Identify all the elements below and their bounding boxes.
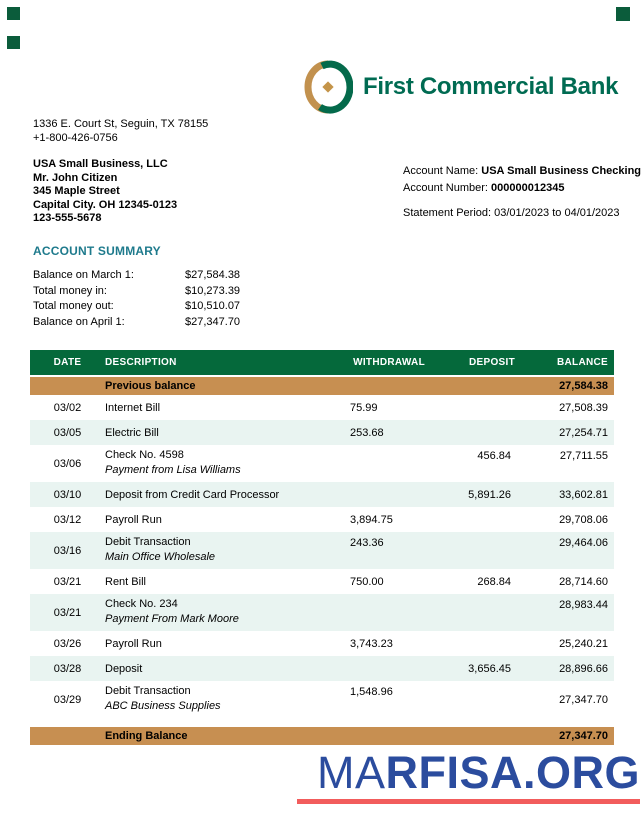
previous-balance-row: [30, 377, 614, 395]
watermark-text-light: MA: [316, 747, 386, 798]
cell-description: Rent Bill: [105, 575, 146, 588]
transaction-row: [30, 569, 614, 594]
holder-name: Mr. John Citizen: [33, 171, 118, 184]
bank-logo: [303, 60, 618, 114]
cell-date: 03/28: [53, 662, 82, 675]
cell-description: Deposit: [105, 662, 143, 675]
previous-balance-label: Previous balance: [105, 380, 196, 392]
cell-description: Internet Bill: [105, 401, 161, 414]
cell-description-note: ABC Business Supplies: [105, 700, 221, 712]
cell-balance: 27,508.39: [559, 401, 608, 414]
cell-date: 03/21: [53, 575, 82, 588]
cell-description: Check No. 234: [105, 598, 178, 610]
cell-withdrawal: 243.36: [350, 537, 384, 549]
table-header-row: [30, 350, 614, 375]
holder-city: Capital City. OH 12345-0123: [33, 198, 178, 211]
summary-row: [33, 299, 240, 315]
cell-description: Debit Transaction: [105, 685, 191, 697]
transaction-row: [30, 532, 614, 569]
header-description: DESCRIPTION: [105, 357, 177, 368]
header-deposit: DEPOSIT: [469, 357, 515, 368]
transaction-row: [30, 631, 614, 656]
transaction-row: [30, 420, 614, 445]
transaction-row: [30, 681, 614, 718]
cell-description: Payroll Run: [105, 513, 162, 526]
cell-deposit: [435, 532, 515, 537]
account-number-line: [403, 180, 641, 197]
summary-row: [33, 284, 240, 300]
account-summary: [33, 244, 240, 331]
cell-date: 03/29: [53, 693, 82, 706]
cell-balance: 28,896.66: [559, 662, 608, 675]
bank-name: First Commercial Bank: [363, 73, 619, 100]
cell-balance: 33,602.81: [559, 488, 608, 501]
cell-withdrawal: [350, 445, 435, 450]
cell-date: 03/21: [53, 606, 82, 619]
cell-withdrawal: 1,548.96: [350, 686, 393, 698]
bank-logo-icon: [303, 60, 353, 114]
cell-balance: 28,714.60: [559, 575, 608, 588]
account-name-label: Account Name:: [403, 165, 479, 177]
summary-value: $10,510.07: [185, 300, 241, 313]
account-info-block: [403, 163, 641, 222]
cell-balance: 27,347.70: [559, 693, 608, 706]
transaction-row: [30, 507, 614, 532]
transaction-row: [30, 594, 614, 631]
cell-date: 03/02: [53, 401, 82, 414]
summary-row: [33, 315, 240, 331]
header-balance: BALANCE: [557, 357, 608, 368]
cell-deposit: 456.84: [477, 450, 511, 462]
cell-date: 03/12: [53, 513, 82, 526]
watermark-underline: [297, 799, 640, 804]
statement-period-line: [403, 205, 641, 222]
summary-row: [33, 268, 240, 284]
cell-description: Payroll Run: [105, 637, 162, 650]
watermark: [294, 747, 640, 804]
corner-mark-top-right: [616, 7, 630, 21]
header-withdrawal: WITHDRAWAL: [353, 357, 425, 368]
cell-withdrawal: 253.68: [350, 426, 384, 439]
cell-balance: 27,254.71: [559, 426, 608, 439]
transactions-table: [30, 350, 614, 745]
cell-deposit: 268.84: [477, 575, 511, 588]
cell-deposit: 5,891.26: [468, 488, 511, 501]
cell-balance: 27,711.55: [559, 450, 608, 462]
summary-label: Total money in:: [33, 284, 107, 297]
summary-value: $10,273.39: [185, 284, 241, 297]
statement-period-label: Statement Period:: [403, 207, 492, 219]
cell-description: Check No. 4598: [105, 449, 184, 461]
cell-description-note: Payment from Lisa Williams: [105, 464, 241, 476]
table-gap: [30, 718, 614, 725]
cell-date: 03/10: [53, 488, 82, 501]
bank-contact-block: [33, 118, 208, 145]
statement-period-value: 03/01/2023 to 04/01/2023: [494, 207, 620, 219]
account-holder-block: [33, 158, 177, 226]
corner-mark-top-left: [7, 7, 20, 20]
cell-date: 03/06: [53, 457, 82, 470]
cell-balance: 29,708.06: [559, 513, 608, 526]
cell-date: 03/16: [53, 544, 82, 557]
cell-balance: 28,983.44: [559, 599, 608, 611]
account-number-label: Account Number:: [403, 182, 488, 194]
cell-withdrawal: 75.99: [350, 401, 378, 414]
summary-label: Balance on April 1:: [33, 316, 125, 329]
account-summary-title: ACCOUNT SUMMARY: [33, 244, 161, 258]
holder-company: USA Small Business, LLC: [33, 158, 168, 170]
corner-mark-left: [7, 36, 20, 49]
bank-address: 1336 E. Court St, Seguin, TX 78155: [33, 118, 209, 130]
cell-description-note: Main Office Wholesale: [105, 551, 216, 563]
account-name-line: [403, 163, 641, 180]
header-date: DATE: [53, 357, 82, 368]
transaction-row: [30, 482, 614, 507]
cell-balance: 29,464.06: [559, 537, 608, 549]
transaction-row: [30, 445, 614, 482]
bank-phone: +1-800-426-0756: [33, 131, 118, 144]
previous-balance-value: 27,584.38: [559, 380, 608, 392]
ending-balance-row: [30, 727, 614, 745]
transaction-row: [30, 656, 614, 681]
cell-description-note: Payment From Mark Moore: [105, 613, 239, 625]
summary-value: $27,347.70: [185, 316, 241, 329]
ending-balance-label: Ending Balance: [105, 730, 188, 742]
summary-label: Total money out:: [33, 300, 114, 313]
cell-date: 03/26: [53, 637, 82, 650]
ending-balance-value: 27,347.70: [559, 730, 608, 742]
cell-deposit: [435, 594, 515, 599]
watermark-text-bold: RFISA.ORG: [385, 747, 640, 798]
cell-deposit: 3,656.45: [468, 662, 511, 675]
cell-withdrawal: 3,894.75: [350, 513, 393, 526]
account-name-value: USA Small Business Checking: [481, 165, 642, 177]
cell-description: Deposit from Credit Card Processor: [105, 488, 280, 501]
cell-withdrawal: [350, 594, 435, 599]
summary-value: $27,584.38: [185, 269, 241, 281]
cell-description: Debit Transaction: [105, 536, 191, 548]
summary-label: Balance on March 1:: [33, 269, 134, 281]
holder-street: 345 Maple Street: [33, 185, 120, 197]
account-number-value: 000000012345: [491, 182, 565, 194]
holder-phone: 123-555-5678: [33, 212, 102, 224]
cell-withdrawal: 3,743.23: [350, 637, 393, 650]
transaction-row: [30, 395, 614, 420]
cell-balance: 25,240.21: [559, 637, 608, 650]
watermark-text: [294, 747, 640, 798]
cell-deposit: [435, 681, 515, 686]
cell-withdrawal: 750.00: [350, 575, 384, 588]
cell-date: 03/05: [53, 426, 82, 439]
cell-description: Electric Bill: [105, 426, 159, 439]
